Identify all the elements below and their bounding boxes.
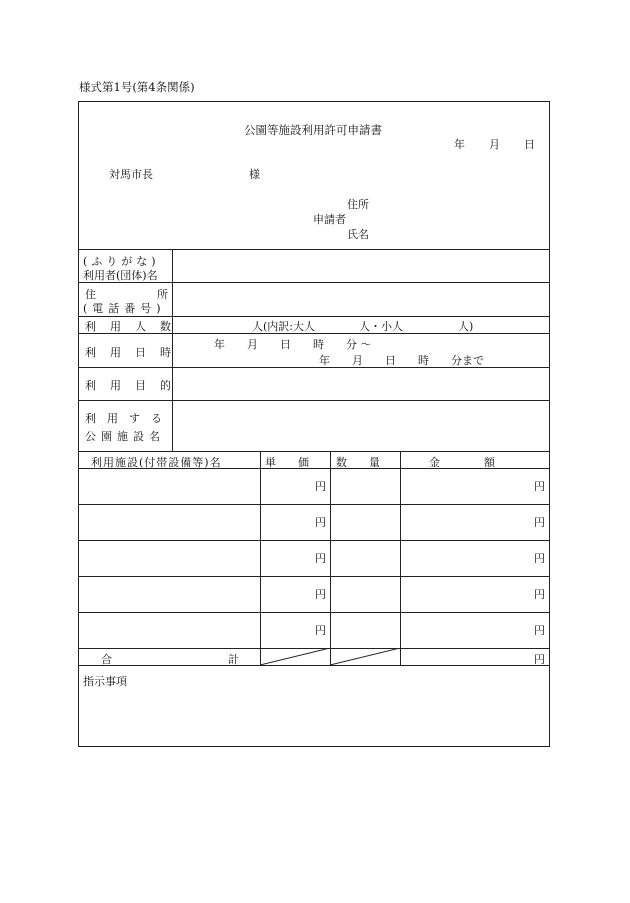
- furigana-label: (ふりがな): [83, 255, 160, 268]
- fee-header-unit-price: 単 価: [265, 456, 309, 469]
- total-quantity-slash: [330, 648, 400, 665]
- address-label-left: 住: [85, 288, 96, 301]
- unit-price-yen: 円: [315, 588, 326, 601]
- fee-header-quantity: 数 量: [336, 456, 380, 469]
- amount-yen: 円: [534, 588, 545, 601]
- unit-price-yen: 円: [315, 480, 326, 493]
- amount-yen: 円: [534, 624, 545, 637]
- use-datetime-label: 利用日時: [85, 346, 185, 359]
- purpose-label: 利用目的: [85, 379, 185, 392]
- datetime-start: 年 月 日 時 分 〜: [214, 338, 372, 351]
- people-detail: 人(内訳:大人 人・小人 人): [252, 320, 474, 333]
- addressee-honorific: 様: [249, 168, 260, 181]
- form-number-label: 様式第1号(第4条関係): [79, 80, 195, 94]
- instructions-label: 指示事項: [83, 675, 127, 688]
- num-people-label: 利用人数: [85, 320, 185, 333]
- date-day: 日: [524, 138, 535, 151]
- fee-header-amount: 金 額: [429, 456, 495, 469]
- amount-yen: 円: [534, 516, 545, 529]
- amount-yen: 円: [534, 552, 545, 565]
- phone-label: (電話番号): [83, 302, 166, 315]
- applicant-name-label: 氏名: [347, 228, 369, 241]
- total-label-2: 計: [228, 653, 239, 666]
- facility-label-2: 公園施設名: [85, 430, 165, 443]
- fee-header-facility: 利用施設(付帯設備等)名: [91, 456, 222, 469]
- applicant-address-label: 住所: [347, 198, 369, 211]
- user-name-label: 利用者(団体)名: [83, 269, 158, 282]
- total-amount-yen: 円: [534, 653, 545, 666]
- facility-label-1: 利用する: [85, 412, 173, 425]
- addressee-mayor: 対馬市長: [109, 168, 153, 181]
- unit-price-yen: 円: [315, 516, 326, 529]
- total-label-1: 合: [101, 653, 112, 666]
- datetime-end: 年 月 日 時 分まで: [319, 354, 484, 367]
- application-form: [78, 101, 550, 747]
- form-title: 公園等施設利用許可申請書: [244, 123, 382, 137]
- unit-price-yen: 円: [315, 624, 326, 637]
- date-year: 年: [454, 138, 465, 151]
- address-label-right: 所: [157, 288, 168, 301]
- applicant-label: 申請者: [313, 213, 346, 226]
- date-month: 月: [489, 138, 500, 151]
- total-unit-price-slash: [260, 648, 330, 665]
- amount-yen: 円: [534, 480, 545, 493]
- unit-price-yen: 円: [315, 552, 326, 565]
